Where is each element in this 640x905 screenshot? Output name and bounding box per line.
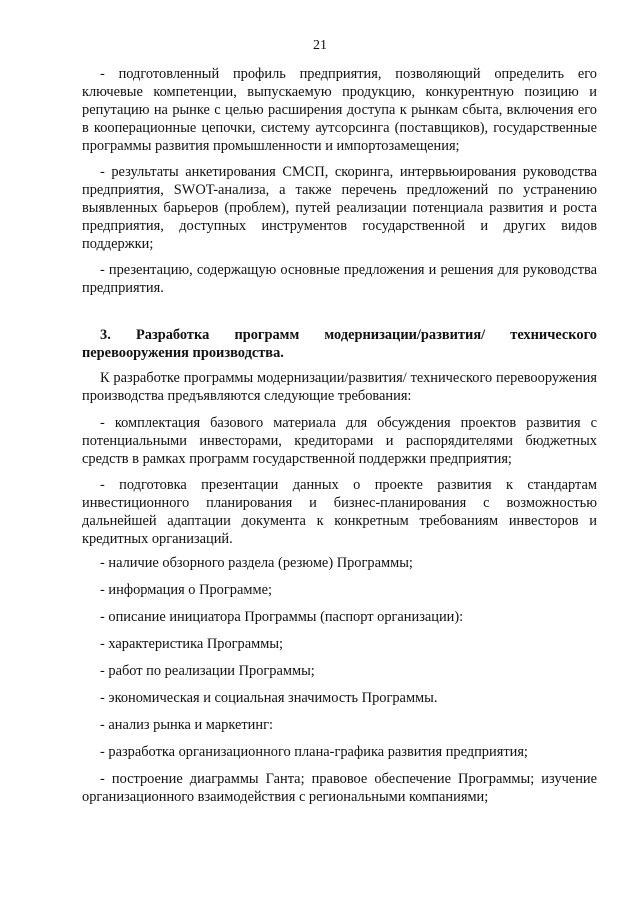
list-item-org-plan: - разработка организационного плана-графика развития предприятия; [100,744,528,761]
section-number: 3. [100,327,111,343]
page-number: 21 [313,38,327,53]
heading-word: модернизации/развития/ [324,327,486,343]
list-item-significance: - экономическая и социальная значимость Программы. [100,690,438,707]
list-item-market-analysis: - анализ рынка и маркетинг: [100,717,273,734]
heading-word: программ [234,327,300,343]
paragraph-base-material: - комплектация базового материала для обсуждения проектов развития с потенциальными инвесторами, кредиторами и распорядителями бюджетных средств в рамках программ государственной поддержки предприятия; [82,415,597,467]
paragraph-presentation-data: - подготовка презентации данных о проекте развития к стандартам инвестиционного планирования и бизнес-планирования с возможностью дальнейшей адаптации документа к конкретным требованиям инвесторов и кредитных организаций. [82,477,597,547]
paragraph-presentation: - презентацию, содержащую основные предложения и решения для руководства предприятия. [82,262,597,297]
heading-line-2: перевооружения производства. [82,344,284,361]
list-item-characteristics: - характеристика Программы; [100,636,284,653]
paragraph-company-profile: - подготовленный профиль предприятия, позволяющий определить его ключевые компетенции, выпускаемую продукцию, конкурентную позицию и репутацию на рынке с целью расширения доступа к рынкам сбыта, включения его в кооперационные цепочки, систему аутсорсинга (поставщиков), государственные программы развития промышленности и импортозамещения; [82,66,597,154]
section-heading [82,327,597,363]
heading-word: Разработка [135,327,210,343]
paragraph-survey-results: - результаты анкетирования СМСП, скоринга, интервьюирования руководства предприятия, SWOT-анализа, а также перечень предложений по устранению выявленных барьеров (проблем), путей реализации потенциала развития и роста предприятия, доступных инструментов государственной и других видов поддержки; [82,164,597,252]
list-item-initiator: - описание инициатора Программы (паспорт организации): [100,609,464,626]
paragraph-requirements-intro: К разработке программы модернизации/развития/ технического перевооружения производства предъявляются следующие требования: [82,370,597,405]
list-item-works: - работ по реализации Программы; [100,663,315,680]
heading-word: технического [510,327,597,343]
list-item-program-info: - информация о Программе; [100,582,272,599]
paragraph-gantt: - построение диаграммы Ганта; правовое обеспечение Программы; изучение организационного взаимодействия с региональными компаниями; [82,771,597,806]
list-item-resume: - наличие обзорного раздела (резюме) Программы; [100,555,413,572]
